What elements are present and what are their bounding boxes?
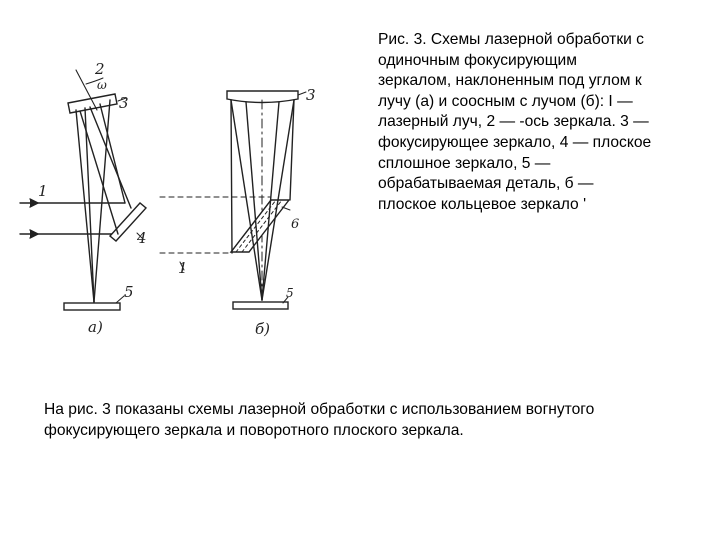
label-a-workpiece: 5 — [124, 283, 134, 301]
a-workpiece — [64, 303, 120, 310]
caption-line: зеркалом, наклоненным под углом к — [378, 72, 642, 90]
label-a-panel: a) — [88, 318, 103, 336]
caption-line: Рис. 3. Схемы лазерной обработки с — [378, 31, 644, 48]
a-beam-arrow-upper — [30, 199, 38, 207]
caption-line: фокусирующее зеркало, 4 — плоское — [378, 133, 652, 151]
body-paragraph — [44, 399, 714, 441]
label-a-beam: 1 — [38, 182, 48, 200]
caption-line: обрабатываемая деталь, б — — [378, 175, 594, 193]
label-b-ring-mirror: 6 — [291, 217, 300, 232]
caption-line: лазерный луч, 2 — -ось зеркала. 3 — — [378, 113, 649, 131]
paragraph-line: фокусирующего зеркала и поворотного плоского зеркала. — [44, 422, 464, 439]
a-beam-arrow-lower — [30, 230, 38, 238]
label-b-focus-mirror: 3 — [306, 86, 316, 104]
caption-line: плоское кольцевое зеркало ' — [378, 195, 587, 213]
caption-line: одиночным фокусирующим — [378, 51, 577, 69]
label-a-flat-mirror: 4 — [137, 229, 147, 247]
label-b-panel: б) — [255, 320, 271, 338]
caption-line: сплошное зеркало, 5 — — [378, 154, 551, 172]
b-workpiece — [233, 302, 288, 309]
caption-line: лучу (а) и соосным с лучом (б): I — — [378, 92, 633, 110]
label-b-beam: 1 — [178, 259, 188, 277]
b-ring-mirror — [231, 200, 289, 252]
label-a-focus-mirror: 3 — [119, 94, 129, 112]
label-a-angle: ω — [97, 78, 107, 92]
paragraph-line: На рис. 3 показаны схемы лазерной обработки с использованием вогнутого — [44, 401, 595, 418]
label-b-workpiece: 5 — [286, 286, 294, 300]
label-a-axis: 2 — [95, 60, 105, 78]
figure-caption — [378, 30, 708, 215]
